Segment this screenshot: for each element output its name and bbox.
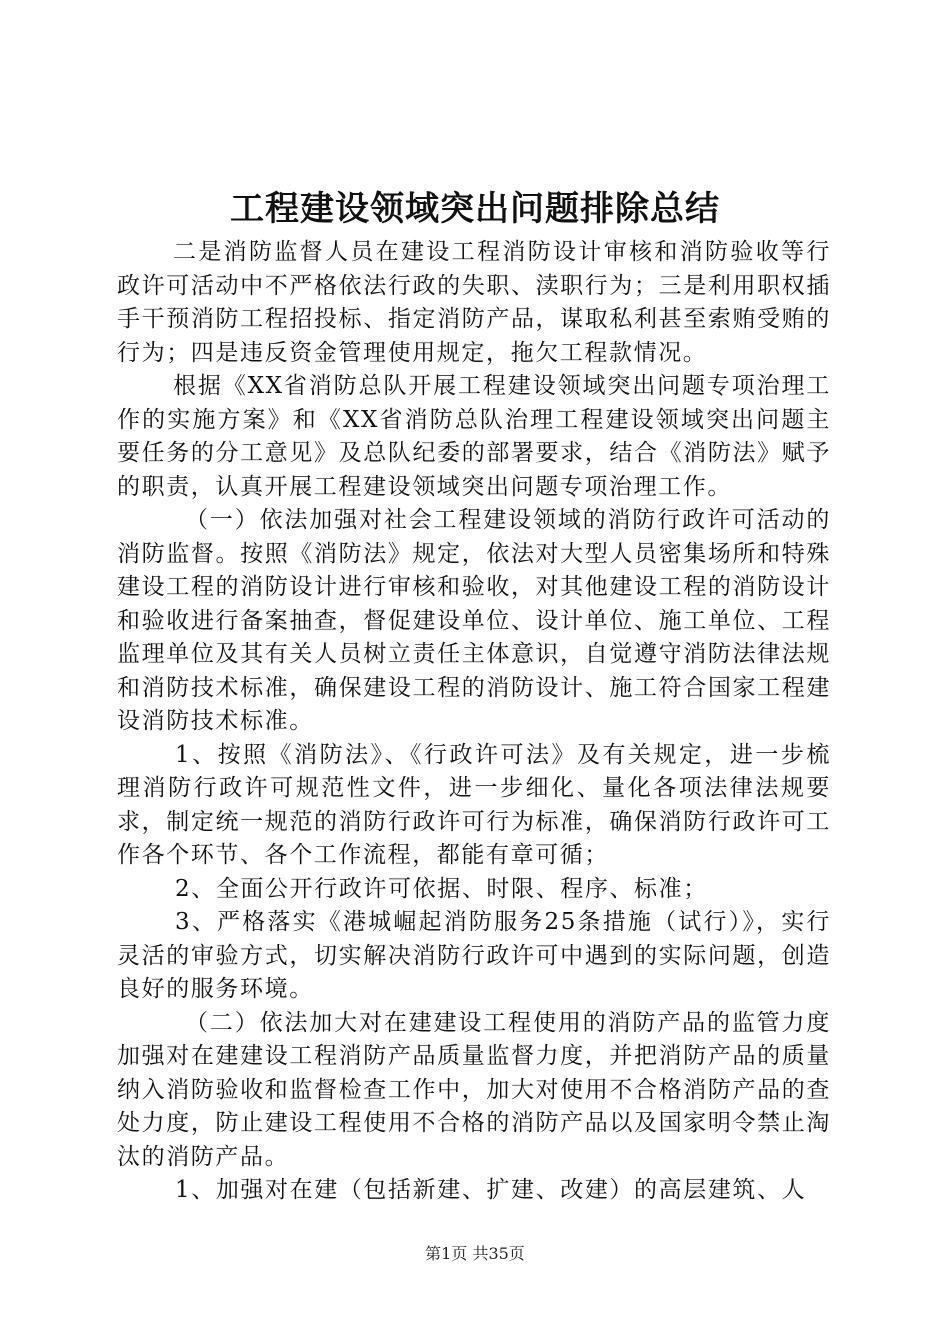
paragraph: （二）依法加大对在建建设工程使用的消防产品的监管力度加强对在建建设工程消防产品质量监督力度，并把消防产品的质量纳入消防验收和监督检查工作中，加大对使用不合格消防产品的查处力度，防止建设工程使用不合格的消防产品以及国家明令禁止淘汰的消防产品。 (117, 1009, 831, 1170)
document-title: 工程建设领域突出问题排除总结 (230, 189, 720, 229)
paragraph: （一）依法加强对社会工程建设领域的消防行政许可活动的消防监督。按照《消防法》规定，依法对大型人员密集场所和特殊建设工程的消防设计进行审核和验收，对其他建设工程的消防设计和验收进行备案抽查，督促建设单位、设计单位、施工单位、工程监理单位及其有关人员树立责任主体意识，自觉遵守消防法律法规和消防技术标准，确保建设工程的消防设计、施工符合国家工程建设消防技术标准。 (117, 507, 831, 734)
paragraph: 3、严格落实《港城崛起消防服务25条措施（试行）》，实行灵活的审验方式，切实解决消防行政许可中遇到的实际问题，创造良好的服务环境。 (117, 909, 831, 1002)
paragraph: 1、按照《消防法》、《行政许可法》及有关规定，进一步梳理消防行政许可规范性文件，进一步细化、量化各项法律法规要求，制定统一规范的消防行政许可行为标准，确保消防行政许可工作各个环节、各个工作流程，都能有章可循； (117, 741, 831, 868)
paragraph: 二是消防监督人员在建设工程消防设计审核和消防验收等行政许可活动中不严格依法行政的失职、渎职行为；三是利用职权插手干预消防工程招投标、指定消防产品，谋取私利甚至索贿受贿的行为；四是违反资金管理使用规定，拖欠工程款情况。 (117, 239, 831, 366)
document-body (117, 236, 831, 1208)
paragraph: 根据《XX省消防总队开展工程建设领域突出问题专项治理工作的实施方案》和《XX省消防总队治理工程建设领域突出问题主要任务的分工意见》及总队纪委的部署要求，结合《消防法》赋予的职责，认真开展工程建设领域突出问题专项治理工作。 (117, 373, 831, 500)
paragraph: 2、全面公开行政许可依据、时限、程序、标准； (175, 875, 708, 902)
paragraph: 1、加强对在建（包括新建、扩建、改建）的高层建筑、人 (175, 1177, 807, 1203)
page-footer: 第1页 共35页 (425, 1244, 525, 1263)
